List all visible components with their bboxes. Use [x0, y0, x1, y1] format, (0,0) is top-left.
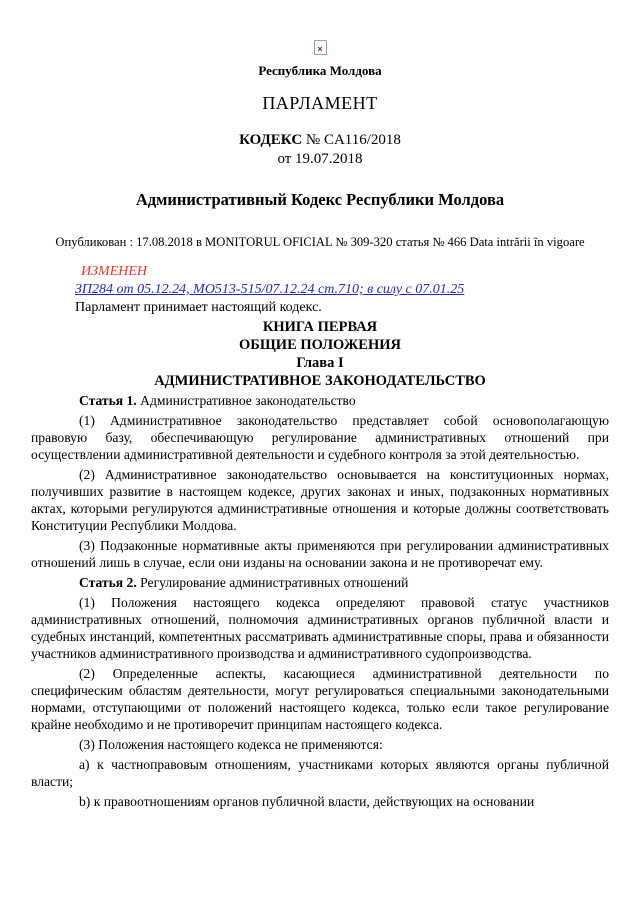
article-2-label: Статья 2. [79, 575, 137, 590]
article-2-title: Регулирование административных отношений [140, 575, 409, 590]
document-date: от 19.07.2018 [277, 151, 363, 167]
article-1-title: Административное законодательство [140, 393, 356, 408]
document-title: Административный Кодекс Республики Молдова [135, 190, 505, 209]
book-label: КНИГА ПЕРВАЯ [262, 319, 378, 335]
article-1-paragraph-2: (2) Административное законодательство основывается на конституционных нормах, получивших развитие в настоящем кодексе, других законах и иных, подзаконных нормативных актах, которыми регулируются административные отношения и которые должны соответствовать Конституции Республики Молдова. [31, 467, 609, 533]
article-2-item-a: a) к частноправовым отношениям, участниками которых являются органы публичной власти; [31, 757, 609, 789]
document-number: № CA116/2018 [305, 132, 401, 148]
article-1-paragraph-1: (1) Административное законодательство представляет собой основополагающую правовую базу, обеспечивающую регулирование административных отношений при осуществлении административной деятельности и судебного контроля за этой деятельностью. [31, 413, 609, 462]
article-2-item-b: b) к правоотношениям органов публичной власти, действующих на основании [79, 794, 535, 809]
document-type-line [31, 131, 609, 150]
article-2-paragraph-2: (2) Определенные аспекты, касающиеся административной деятельности по специфическим областям деятельности, могут регулироваться специальными законодательными нормами, отступающими от положений настоящего кодекса, только если такое регулирование крайне необходимо и не противоречит принципам настоящего кодекса. [31, 666, 609, 732]
chapter-label: Глава I [296, 355, 344, 371]
book-title: ОБЩИЕ ПОЛОЖЕНИЯ [239, 337, 401, 353]
article-2-paragraph-3: (3) Положения настоящего кодекса не применяются: [79, 737, 383, 752]
article-1-paragraph-3: (3) Подзаконные нормативные акты применяются при регулировании административных отношений лишь в случае, если они изданы на основании закона и не противоречат ему. [31, 538, 609, 570]
structure-headings [31, 318, 609, 390]
broken-image-icon [314, 40, 327, 55]
country-name: Республика Молдова [258, 63, 382, 78]
amendment-block [75, 263, 609, 317]
chapter-title: АДМИНИСТРАТИВНОЕ ЗАКОНОДАТЕЛЬСТВО [154, 373, 486, 389]
broken-image-x-glyph: × [317, 44, 323, 54]
document-body [31, 392, 609, 810]
document-header [31, 40, 609, 250]
article-1-heading [31, 392, 609, 409]
article-1-label: Статья 1. [79, 393, 137, 408]
enactment-note: Парламент принимает настоящий кодекс. [75, 300, 322, 315]
amendment-link[interactable]: ЗП284 от 05.12.24, МО513-515/07.12.24 ст.710; в силу с 07.01.25 [75, 282, 465, 297]
article-2-paragraph-1: (1) Положения настоящего кодекса определяют правовой статус участников административных отношений, полномочия административных органов публичной власти и судебных инстанций, компетентных рассматривать административные споры, права и обязанности участников административного производства и административного судопроизводства. [31, 595, 609, 661]
document-type-label: КОДЕКС [239, 132, 303, 148]
amendment-status-label: ИЗМЕНЕН [81, 264, 148, 279]
publication-info: Опубликован : 17.08.2018 в MONITORUL OFICIAL № 309-320 статья № 466 Data intrării în vigoare [55, 235, 585, 249]
article-2-heading [31, 574, 609, 591]
institution-name: ПАРЛАМЕНТ [262, 93, 378, 113]
